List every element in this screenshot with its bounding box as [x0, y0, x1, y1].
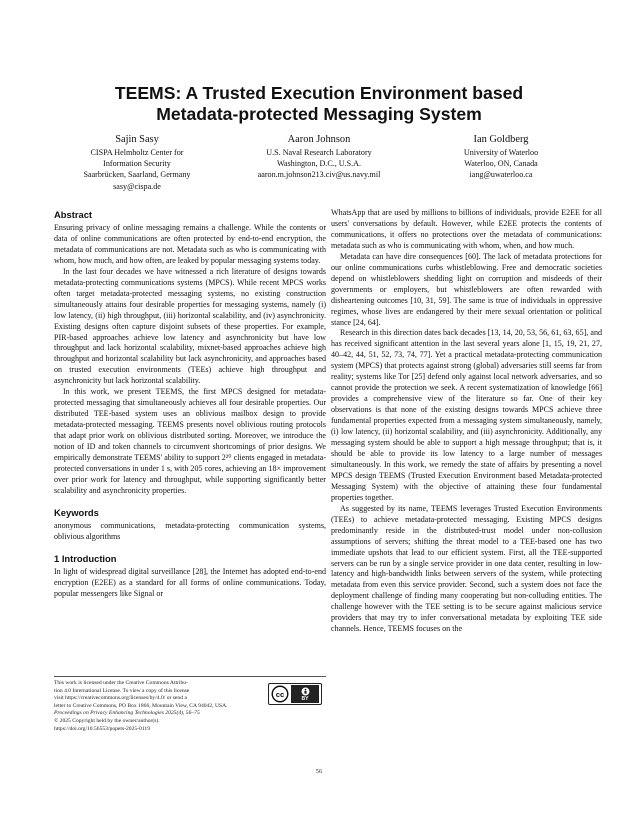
person-icon: [301, 687, 310, 696]
author-location: Washington, D.C., U.S.A.: [276, 159, 362, 169]
author-affiliation: CISPA Helmholtz Center for: [90, 148, 184, 157]
author-affiliation: University of Waterloo: [463, 148, 539, 157]
author-block-1: [42, 133, 232, 192]
abstract-paragraph: In the last four decades we have witnessed a rich literature of designs towards metadata-protecting communications systems (MPCS). While recent MPCS works often target metadata-protected messaging systems, no existing construction simultaneously attains four desirable properties for messaging systems, namely (i) low latency, (ii) high throughput, (iii) horizontal scalability, and (iv) asynchronicity. Existing designs often capture disjoint subsets of these properties. For example, PIR-based approaches achieve low latency and asynchronicity but have low throughput and lack horizontal scalability, mixnet-based approaches achieve high throughput and horizontal scalability but lack asynchronicity, and approaches based on trusted execution environments (TEEs) achieve high throughput and asynchronicity but lack horizontal scalability.: [54, 266, 326, 386]
title-line-2: Metadata-protected Messaging System: [156, 104, 482, 124]
abstract-heading: Abstract: [54, 209, 93, 220]
author-affiliation: Information Security: [103, 159, 171, 169]
title-line-1: TEEMS: A Trusted Execution Environment based: [114, 83, 524, 103]
creative-commons-icon: [271, 685, 289, 703]
by-label: BY: [301, 695, 309, 702]
introduction-paragraph: In light of widespread digital surveillance [28], the Internet has adopted end-to-end encryption (E2EE) as a standard for all forms of online communications. Today, popular messengers like Signal or: [54, 566, 326, 598]
license-footnote: [54, 676, 326, 733]
license-line: tion 4.0 International License. To view a copy of this license: [54, 687, 190, 694]
body-paragraph: Metadata can have dire consequences [60]. The lack of metadata protections for our online communications curbs whistleblowing. Free and democratic societies depend on whistleblowers shedding light on corruption and misdeeds of their governments or employers, but whistleblowers are often rewarded with disheartening outcomes [10, 31, 59]. The same is true of individuals in oppressive regimes, whose lives are endangered by their mere sexual orientation or political stance [24, 64].: [331, 251, 602, 327]
keywords-heading: Keywords: [54, 506, 99, 518]
introduction-heading: 1 Introduction: [54, 552, 117, 564]
license-line: This work is licensed under the Creative Commons Attribu-: [54, 680, 188, 686]
author-location: Saarbrücken, Saarland, Germany: [83, 170, 191, 180]
keywords-text: anonymous communications, metadata-protecting communication systems, oblivious algorithms: [54, 520, 326, 541]
right-column: [331, 208, 602, 635]
proceedings-line: Proceedings on Privacy Enhancing Technologies 2025(4), 56–75: [54, 710, 200, 717]
author-name: Sajin Sasy: [115, 134, 159, 145]
author-email: sasy@cispa.de: [113, 181, 161, 191]
author-block-2: [224, 133, 414, 181]
author-block-3: [406, 133, 596, 181]
author-email: aaron.m.johnson213.civ@us.navy.mil: [257, 170, 381, 180]
copyright-line: © 2025 Copyright held by the owner/author(s).: [54, 717, 160, 724]
body-paragraph: WhatsApp that are used by millions to billions of individuals, provide E2EE for all users' conversations by default. However, while E2EE protects the contents of communications, it offers no protections over the metadata of communications: metadata such as who is communicating with whom, when, and how much.: [331, 208, 602, 250]
body-paragraph: Research in this direction dates back decades [13, 14, 20, 53, 56, 61, 63, 65], and has received significant attention in the last several years alone [1, 15, 19, 21, 27, 40–42, 44, 51, 52, 73, 74, 77]. Yet a practical metadata-protecting communication system (MPCS) that protects against strong (global) adversaries still seems far from reality; systems like Tor [25] defend only against local network adversaries, and so cannot provide the protection we seek. A recent systematization of knowledge [66] provides a comprehensive view of the literature so far. One of their key observations is that none of the existing designs towards MPCS achieve three fundamental properties expected from a messaging system simultaneously, namely, (i) low latency, (ii) horizontal scalability, and (iii) asynchronicity. Additionally, any messaging system should be able to support a high message throughput; that is, it should be able to provide its low latency to a large number of messages simultaneously. In this work, we remedy the state of affairs by presenting a novel MPCS design TEEMS (Trusted Execution Environment based Metadata-protected Messaging System) with the objective of attaining these four fundamental properties together.: [331, 328, 602, 502]
doi-link[interactable]: https://doi.org/10.56553/popets-2025-0119: [54, 725, 151, 732]
body-paragraph: As suggested by its name, TEEMS leverages Trusted Execution Environments (TEEs) to achieve metadata-protected messaging. Existing MPCS designs predominantly reside in the distributed-trust model under non-collusion assumptions of servers; shifting the threat model to a TEE-based one has two immediate upshots that lead to our efficient system. First, all the TEE-supported servers can be run by a single service provider in one data center, resulting in low-latency and high-bandwidth links between servers of the system, while protecting metadata from even this service provider. Second, such a system does not face the deployment challenge of finding many cooperating but non-colluding entities. The challenge however with the TEE setting is to be secure against malicious service providers that may try to infer conversational metadata by exploiting TEE side channels. Hence, TEEMS focuses on the: [331, 503, 602, 634]
author-location: Waterloo, ON, Canada: [464, 159, 538, 169]
abstract-paragraph: In this work, we present TEEMS, the first MPCS designed for metadata-protected messaging that simultaneously achieves all four desirable properties. Our distributed TEE-based system uses an oblivious mailbox design to provide metadata-protected messaging. TEEMS presents novel oblivious routing protocols that adapt prior work on oblivious distributed sorting. Moreover, we introduce the notion of ID and token channels to circumvent shortcomings of prior designs. We empirically demonstrate TEEMS' ability to support 2²⁰ clients engaged in metadata-protected conversations in under 1 s, with 205 cores, achieving an 18× improvement over prior work for latency and throughput, while supporting significantly better scalability and asynchronicity properties.: [54, 387, 326, 495]
author-affiliation: U.S. Naval Research Laboratory: [266, 148, 372, 157]
abstract-paragraph: Ensuring privacy of online messaging remains a challenge. While the contents or data of online communications are often protected by end-to-end encryption, the metadata of communications are not. Metadata such as who is communicating with whom, how much, and how often, are leaked by popular messaging systems today.: [54, 223, 326, 265]
author-email: iang@uwaterloo.ca: [469, 170, 533, 180]
license-link[interactable]: visit https://creativecommons.org/licenses/by/4.0/ or send a: [54, 695, 187, 702]
author-name: Ian Goldberg: [473, 134, 529, 145]
left-column: [54, 208, 326, 600]
page-number: 56: [315, 768, 323, 775]
svg-text:cc: cc: [275, 689, 285, 699]
cc-by-badge: [268, 683, 322, 705]
author-name: Aaron Johnson: [287, 134, 351, 145]
license-line: letter to Creative Commons, PO Box 1866, Mountain View, CA 94042, USA.: [54, 702, 228, 709]
paper-title: [40, 83, 598, 125]
attribution-icon: [291, 685, 319, 703]
